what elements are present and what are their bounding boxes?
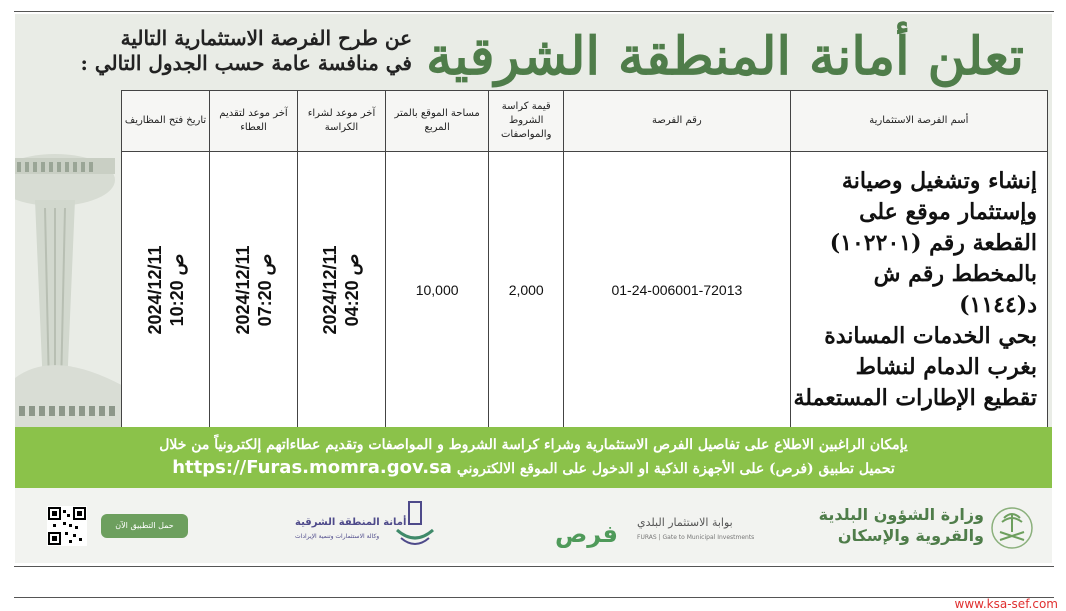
furas-logo — [555, 506, 835, 550]
ministry-name-line-1: وزارة الشؤون البلدية — [818, 505, 984, 524]
purchase-deadline-date: 2024/12/11 — [320, 245, 341, 335]
instructions-banner — [15, 427, 1052, 488]
header-booklet-price: قيمة كراسة الشروط والمواصفات — [489, 91, 564, 152]
banner-line-2 — [15, 455, 1052, 482]
opening-date-cell — [122, 152, 210, 429]
middle-rule — [14, 566, 1054, 567]
submission-deadline-date: 2024/12/11 — [232, 245, 253, 335]
header-purchase-deadline: آخر موعد لشراء الكراسة — [297, 91, 385, 152]
eastern-province-agency: وكالة الاستثمارات وتنمية الإيرادات — [295, 533, 380, 540]
opportunity-name-line-3: القطعة رقم (١٠٢٢٠١) — [829, 230, 1037, 256]
furas-website-link[interactable]: https://Furas.momra.gov.sa — [172, 457, 452, 478]
banner-line-1: يإمكان الراغبين الاطلاع على تفاصيل الفرص الاستثمارية وشراء كراسة الشروط و المواصفات وتقديم عطاءاتهم إلكترونياً من خلال — [159, 437, 908, 453]
header-opening-date: تاريخ فتح المظاريف — [122, 91, 210, 152]
advertisement — [15, 14, 1052, 563]
source-watermark: www.ksa-sef.com — [954, 597, 1058, 611]
opening-time-value: 10:20 ص — [166, 253, 187, 327]
portal-name: بوابة الاستثمار البلدي — [637, 516, 733, 529]
portal-name-en: FURAS | Gate to Municipal Investments — [637, 534, 755, 541]
header-site-area: مساحة الموقع بالمتر المربع — [385, 91, 488, 152]
submission-deadline-cell — [210, 152, 298, 429]
qr-code-icon[interactable] — [47, 506, 87, 546]
table-header-row — [122, 91, 1048, 152]
header-opportunity-number: رقم الفرصة — [564, 91, 791, 152]
eastern-province-name: أمانة المنطقة الشرقية — [295, 517, 407, 528]
palm-swords-icon — [990, 506, 1034, 550]
header-submission-deadline: آخر موعد لتقديم العطاء — [210, 91, 298, 152]
submission-deadline-time: 07:20 ص — [254, 253, 275, 327]
purchase-deadline-time: 04:20 ص — [342, 253, 363, 327]
table-row — [122, 152, 1048, 429]
ministry-name-line-2: والقروية والإسكان — [837, 526, 984, 545]
purchase-deadline-cell — [297, 152, 385, 429]
opportunity-name-line-4: بالمخطط رقم ش د(١١٤٤) — [873, 261, 1037, 318]
subtitle-line-1: عن طرح الفرصة الاستثمارية التالية — [120, 26, 412, 50]
bottom-rule — [14, 597, 1054, 598]
announcement-subtitle — [81, 26, 412, 76]
opportunity-name-line-6: بغرب الدمام لنشاط — [855, 354, 1037, 380]
opportunity-name-line-5: بحي الخدمات المساندة — [824, 323, 1037, 349]
dammam-tower-illustration — [15, 88, 127, 428]
furas-wordmark: فرص — [555, 520, 618, 548]
download-app-button[interactable]: حمل التطبيق الآن — [101, 514, 188, 538]
opportunity-name-line-1: إنشاء وتشغيل وصيانة — [841, 168, 1037, 194]
ministry-logo — [818, 504, 1034, 548]
logos-row — [15, 488, 1052, 563]
subtitle-line-2: في منافسة عامة حسب الجدول التالي : — [80, 51, 412, 75]
header-opportunity-name: أسم الفرصة الاستثمارية — [790, 91, 1047, 152]
opportunity-name-line-2: وإستثمار موقع على — [859, 199, 1037, 225]
eastern-province-logo — [295, 500, 445, 550]
opportunity-number-cell: 01-24-006001-72013 — [564, 152, 791, 429]
ministry-name — [819, 504, 984, 546]
opportunity-name-cell — [790, 152, 1047, 429]
opportunity-table — [121, 90, 1048, 429]
top-rule — [14, 11, 1054, 12]
announcement-title: تعلن أمانة المنطقة الشرقية — [426, 26, 1024, 87]
opportunity-name-line-7: تقطيع الإطارات المستعملة — [793, 385, 1037, 411]
banner-line-2-text: تحميل تطبيق (فرص) على الأجهزة الذكية او الدخول على الموقع الالكتروني — [456, 461, 895, 477]
site-area-cell: 10,000 — [385, 152, 488, 429]
booklet-price-cell: 2,000 — [489, 152, 564, 429]
opening-date-value: 2024/12/11 — [144, 245, 165, 335]
